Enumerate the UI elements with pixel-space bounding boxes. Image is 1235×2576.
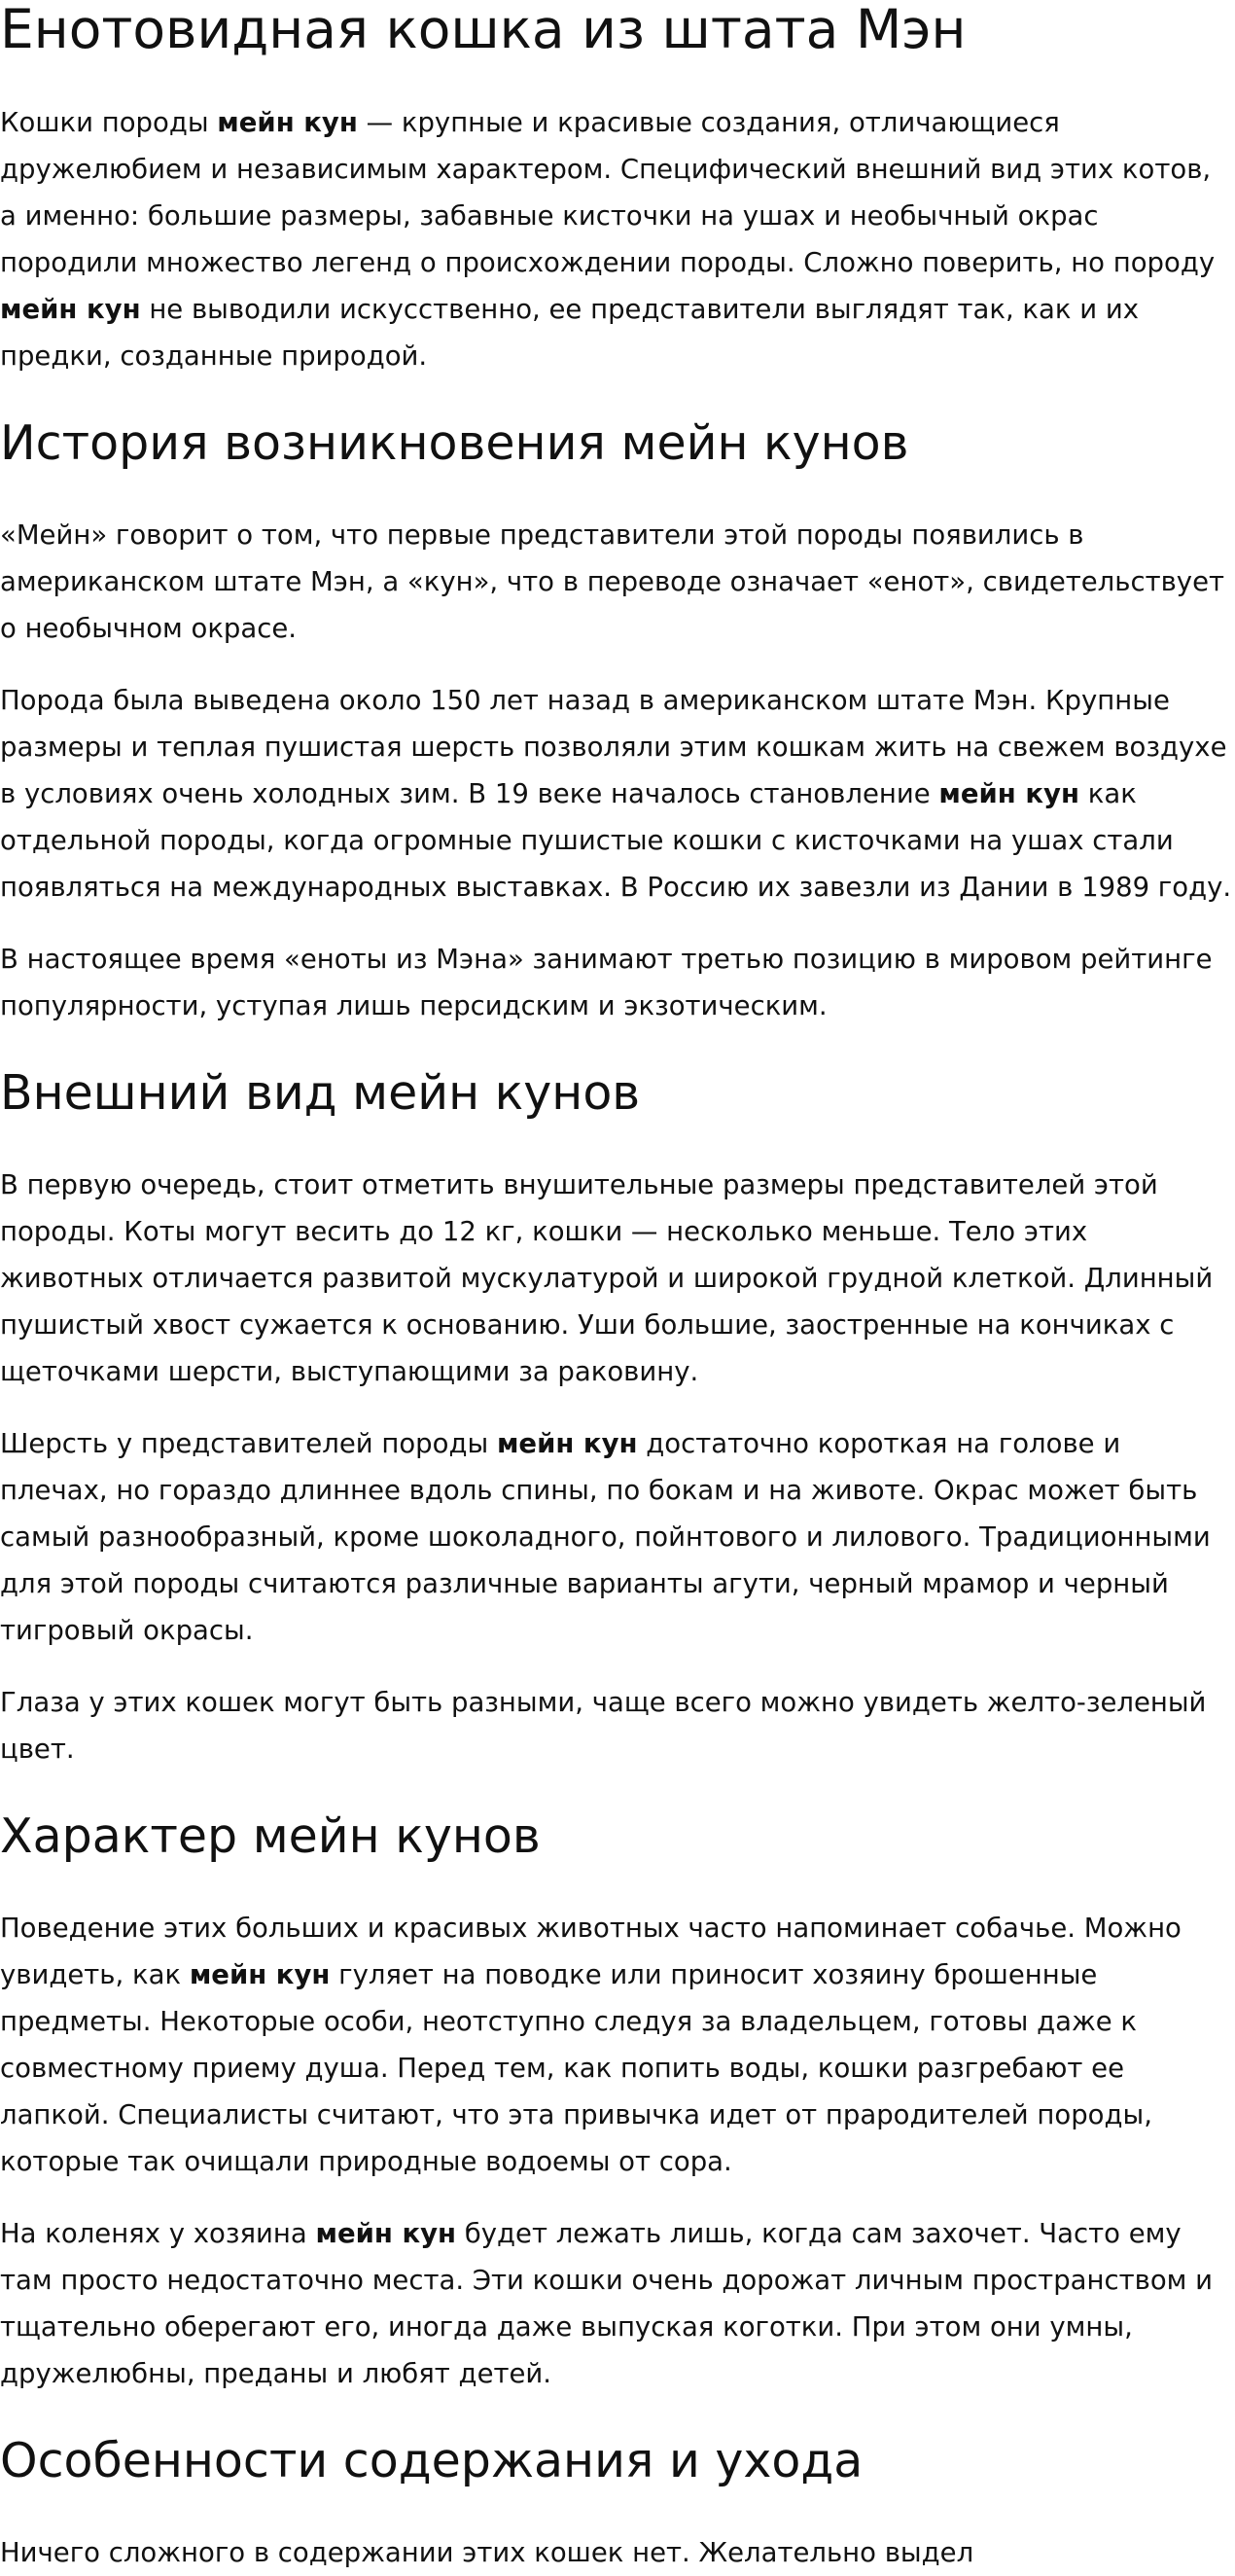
intro-paragraph bbox=[0, 99, 1235, 379]
text-run: — крупные и красивые создания, отличающиеся дружелюбием и независимым характером. Специфический внешний вид этих котов, а именно: большие размеры, забавные кисточки на ушах и необычный окрас породили множество легенд о происхождении породы. Сложно поверить, но породу bbox=[0, 107, 1216, 278]
section-heading: Внешний вид мейн кунов bbox=[0, 1065, 641, 1121]
text-run: Поведение этих больших и красивых животных часто напоминает собачье. Можно увидеть, как bbox=[0, 1913, 1182, 1990]
text-run: достаточно короткая на голове и плечах, но гораздо длиннее вдоль спины, по бокам и на животе. Окрас может быть самый разнообразный, кроме шоколадного, пойнтового и лилового. Традиционными для этой породы считаются различные варианты агути, черный мрамор и черный тигровый окрасы. bbox=[0, 1428, 1211, 1646]
section-history bbox=[0, 414, 1235, 1029]
breed-name: мейн кун bbox=[938, 778, 1079, 809]
text-run: В первую очередь, стоит отметить внушительные размеры представителей этой породы. Коты могут весить до 12 кг, кошки — несколько меньше. Тело этих животных отличается развитой мускулатурой и широкой грудной клеткой. Длинный пушистый хвост сужается к основанию. Уши большие, заостренные на кончиках с щеточками шерсти, выступающими за раковину. bbox=[0, 1169, 1214, 1387]
section-heading: Особенности содержания и ухода bbox=[0, 2433, 864, 2488]
section-heading: История возникновения мейн кунов bbox=[0, 415, 909, 471]
breed-name: мейн кун bbox=[217, 107, 358, 138]
breed-name: мейн кун bbox=[315, 2218, 457, 2249]
breed-name: мейн кун bbox=[189, 1959, 331, 1990]
section-paragraph bbox=[0, 1162, 1235, 1395]
text-run: «Мейн» говорит о том, что первые представители этой породы появились в американском штате Мэн, а «кун», что в переводе означает «енот», свидетельствует о необычном окрасе. bbox=[0, 519, 1225, 644]
text-run: На коленях у хозяина bbox=[0, 2218, 316, 2249]
section-character bbox=[0, 1807, 1235, 2397]
section-paragraph bbox=[0, 1679, 1235, 1772]
text-run: Шерсть у представителей породы bbox=[0, 1428, 497, 1459]
text-run: Глаза у этих кошек могут быть разными, чаще всего можно увидеть желто-зеленый цвет. bbox=[0, 1687, 1207, 1765]
breed-name: мейн кун bbox=[0, 294, 141, 325]
section-appearance bbox=[0, 1064, 1235, 1772]
section-paragraph bbox=[0, 1905, 1235, 2185]
section-paragraph bbox=[0, 677, 1235, 911]
text-run: не выводили искусственно, ее представители выглядят так, как и их предки, созданные природой. bbox=[0, 294, 1140, 372]
breed-name: мейн кун bbox=[496, 1428, 638, 1459]
section-heading: Характер мейн кунов bbox=[0, 1808, 541, 1864]
section-paragraph bbox=[0, 2210, 1235, 2397]
section-paragraph bbox=[0, 512, 1235, 652]
page-title: Енотовидная кошка из штата Мэн bbox=[0, 0, 967, 60]
text-run: как отдельной породы, когда огромные пушистые кошки с кисточками на ушах стали появляться на международных выставках. В Россию их завезли из Дании в 1989 году. bbox=[0, 778, 1232, 903]
text-run: будет лежать лишь, когда сам захочет. Часто ему там просто недостаточно места. Эти кошки очень дорожат личным пространством и тщательно оберегают его, иногда даже выпуская коготки. При этом они умны, дружелюбны, преданы и любят детей. bbox=[0, 2218, 1214, 2389]
text-run: Ничего сложного в содержании этих кошек нет. Желательно выдел bbox=[0, 2537, 974, 2568]
section-care bbox=[0, 2432, 1235, 2576]
text-run: Кошки породы bbox=[0, 107, 218, 138]
text-run: Порода была выведена около 150 лет назад в американском штате Мэн. Крупные размеры и теплая пушистая шерсть позволяли этим кошкам жить на свежем воздухе в условиях очень холодных зим. В 19 веке началось становление bbox=[0, 685, 1227, 809]
text-run: В настоящее время «еноты из Мэна» занимают третью позицию в мировом рейтинге популярности, уступая лишь персидским и экзотическим. bbox=[0, 944, 1213, 1021]
section-paragraph bbox=[0, 1420, 1235, 1654]
section-paragraph bbox=[0, 936, 1235, 1029]
text-run: гуляет на поводке или приносит хозяину брошенные предметы. Некоторые особи, неотступно следуя за владельцем, готовы даже к совместному приему душа. Перед тем, как попить воды, кошки разгребают ее лапкой. Специалисты считают, что эта привычка идет от прародителей породы, которые так очищали природные водоемы от сора. bbox=[0, 1959, 1152, 2177]
section-paragraph bbox=[0, 2529, 1235, 2576]
